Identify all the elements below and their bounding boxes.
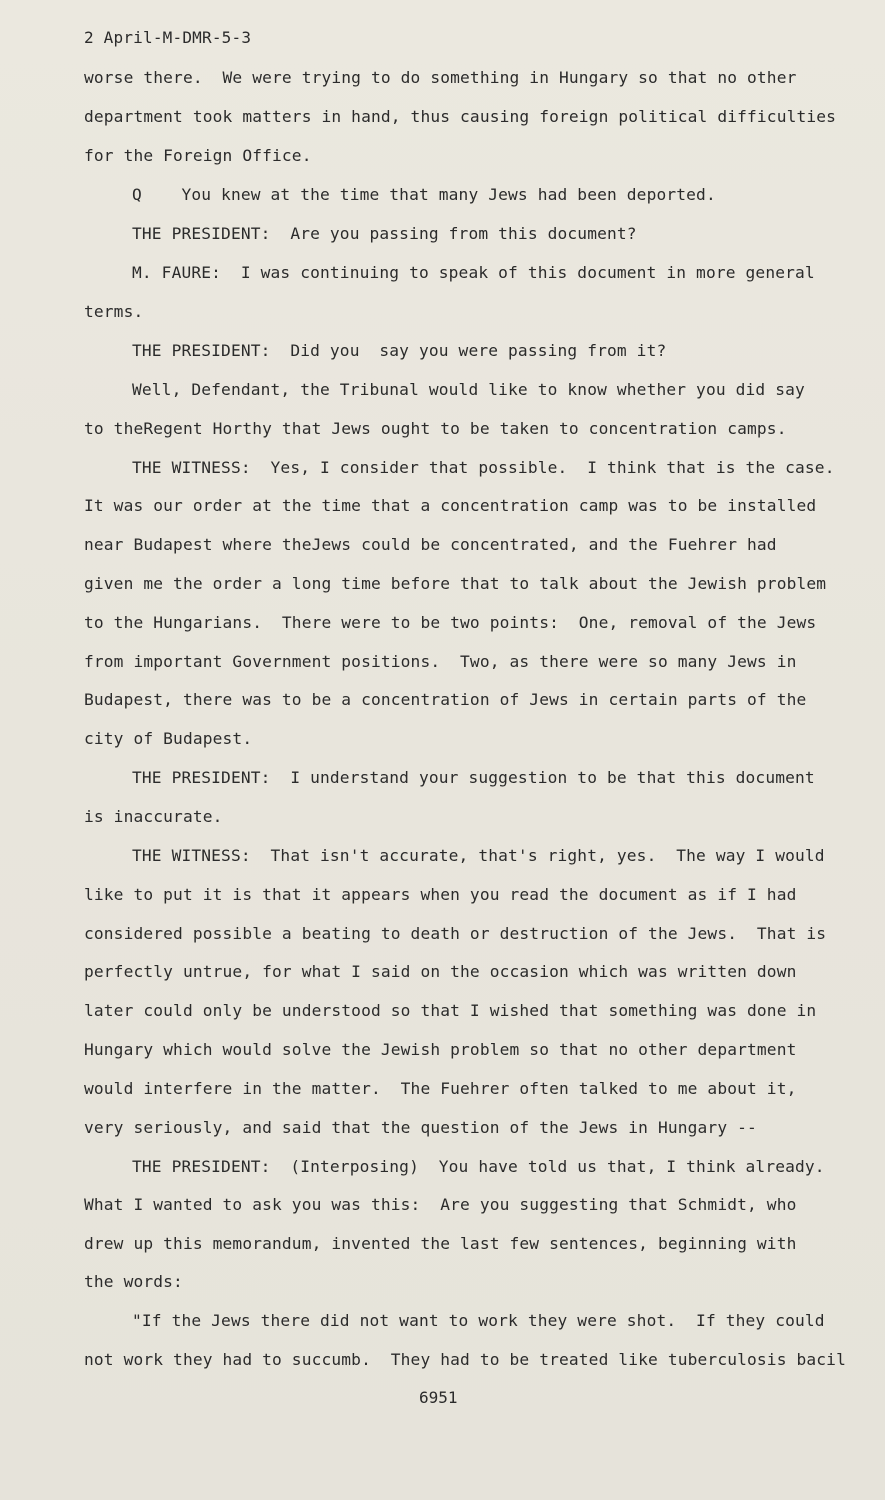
text-line: THE PRESIDENT: (Interposing) You have told us that, I think already.	[132, 1157, 825, 1176]
text-line: city of Budapest.	[84, 729, 253, 748]
text-line: What I wanted to ask you was this: Are you suggesting that Schmidt, who	[84, 1195, 797, 1214]
text-line: Budapest, there was to be a concentration of Jews in certain parts of the	[84, 690, 807, 709]
text-line: THE PRESIDENT: I understand your suggestion to be that this document	[132, 768, 815, 787]
text-line: Hungary which would solve the Jewish problem so that no other department	[84, 1040, 797, 1059]
text-line: Well, Defendant, the Tribunal would like to know whether you did say	[132, 380, 805, 399]
text-line: THE WITNESS: That isn't accurate, that's right, yes. The way I would	[132, 846, 825, 865]
text-line: considered possible a beating to death or destruction of the Jews. That is	[84, 924, 827, 943]
text-line: like to put it is that it appears when you read the document as if I had	[84, 885, 797, 904]
text-line: the words:	[84, 1272, 183, 1291]
text-line: not work they had to succumb. They had to be treated like tuberculosis bacil	[84, 1350, 846, 1369]
text-line: terms.	[84, 302, 144, 321]
text-line: given me the order a long time before that to talk about the Jewish problem	[84, 574, 827, 593]
text-line: to theRegent Horthy that Jews ought to be taken to concentration camps.	[84, 419, 787, 438]
text-line: to the Hungarians. There were to be two points: One, removal of the Jews	[84, 613, 817, 632]
text-line: is inaccurate.	[84, 807, 223, 826]
text-line: It was our order at the time that a concentration camp was to be installed	[84, 496, 817, 515]
text-line: from important Government positions. Two, as there were so many Jews in	[84, 652, 797, 671]
text-line: THE WITNESS: Yes, I consider that possible. I think that is the case.	[132, 458, 835, 477]
text-line: for the Foreign Office.	[84, 146, 312, 165]
text-line: department took matters in hand, thus causing foreign political difficulties	[84, 107, 837, 126]
text-line: THE PRESIDENT: Did you say you were passing from it?	[132, 341, 667, 360]
text-line: later could only be understood so that I wished that something was done in	[84, 1001, 817, 1020]
text-line: very seriously, and said that the question of the Jews in Hungary --	[84, 1118, 757, 1137]
text-line: near Budapest where theJews could be concentrated, and the Fuehrer had	[84, 535, 777, 554]
text-line: drew up this memorandum, invented the last few sentences, beginning with	[84, 1234, 797, 1253]
text-line: "If the Jews there did not want to work they were shot. If they could	[132, 1311, 825, 1330]
text-line: would interfere in the matter. The Fuehrer often talked to me about it,	[84, 1079, 797, 1098]
page-header: 2 April-M-DMR-5-3	[84, 28, 252, 47]
text-line: worse there. We were trying to do something in Hungary so that no other	[84, 68, 797, 87]
text-line: THE PRESIDENT: Are you passing from this document?	[132, 224, 637, 243]
page-number: 6951	[419, 1388, 458, 1407]
text-line: Q You knew at the time that many Jews had been deported.	[132, 185, 716, 204]
text-line: perfectly untrue, for what I said on the occasion which was written down	[84, 962, 797, 981]
text-line: M. FAURE: I was continuing to speak of this document in more general	[132, 263, 815, 282]
